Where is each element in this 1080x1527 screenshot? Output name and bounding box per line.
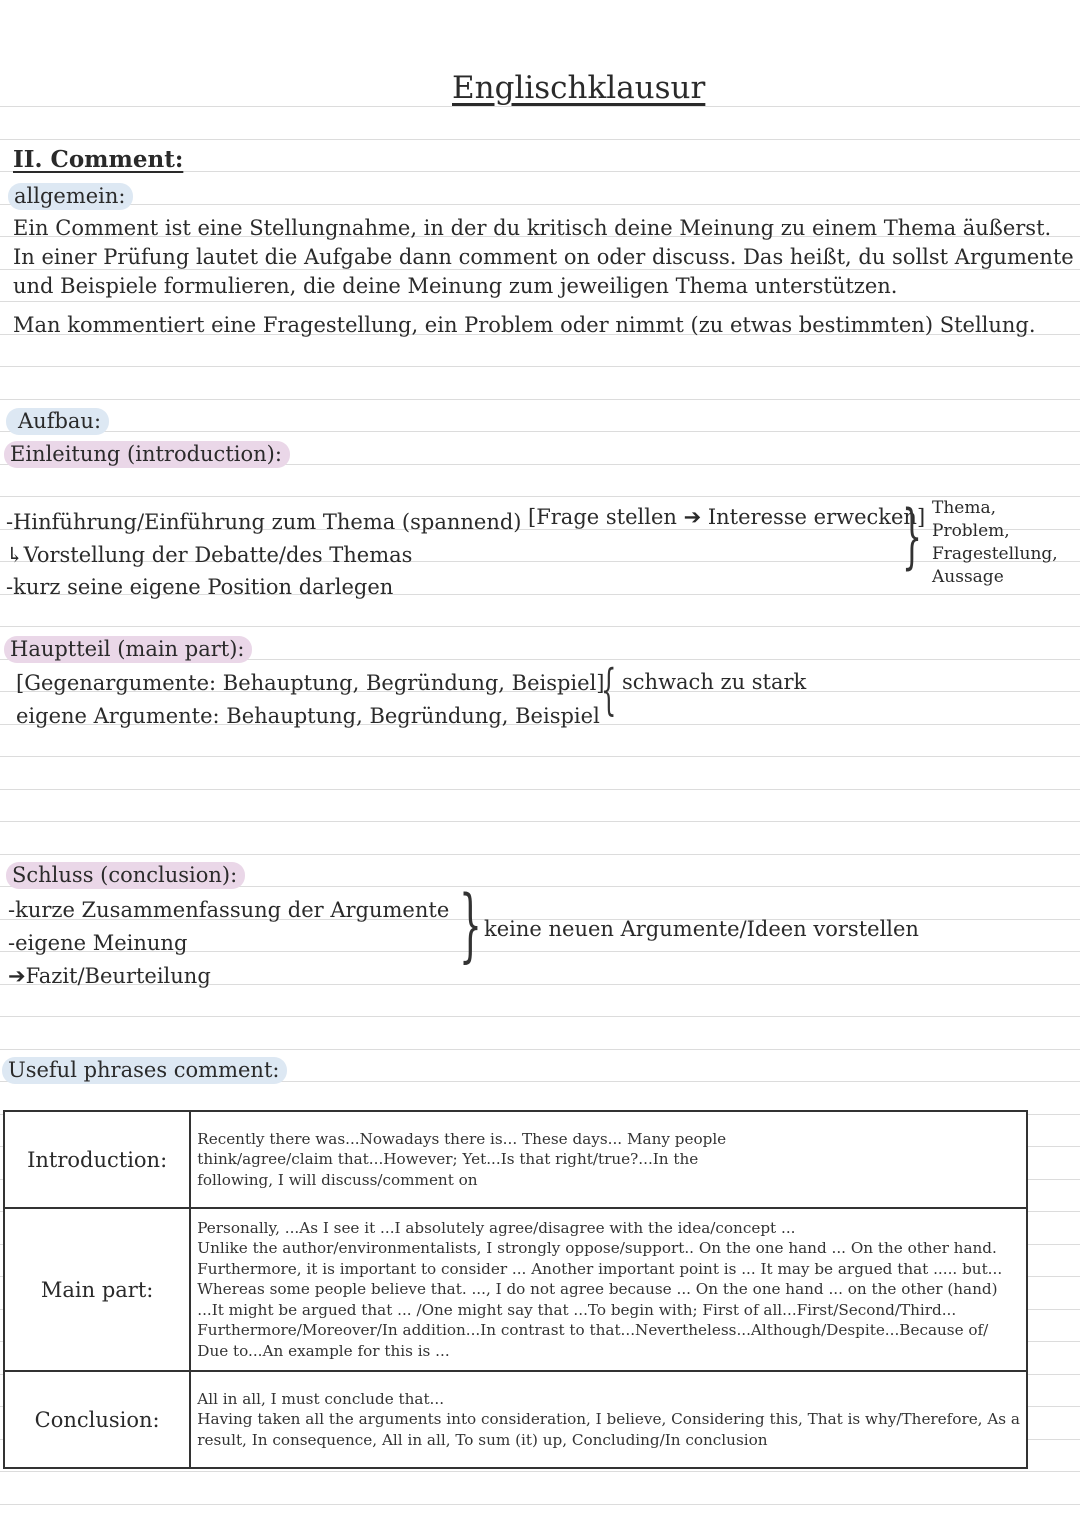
row-content xyxy=(190,1371,1027,1468)
phrases-label: Useful phrases comment: xyxy=(2,1057,287,1084)
row-content xyxy=(190,1208,1027,1371)
general-paragraph-2: Man kommentiert eine Fragestellung, ein Problem oder nimmt (zu etwas bestimmten) Stellung. xyxy=(13,313,1036,337)
table-row xyxy=(4,1371,1027,1468)
conclusion-label-wrap xyxy=(6,861,245,890)
phrase-line: Furthermore/Moreover/In addition...In contrast to that...Nevertheless...Although/Despite...Because of/ xyxy=(197,1321,989,1340)
side-note: Problem, xyxy=(932,521,1010,541)
left-brace-icon: { xyxy=(601,658,617,721)
phrase-line: following, I will discuss/comment on xyxy=(197,1170,478,1189)
right-brace-icon: } xyxy=(902,495,923,577)
intro-line: -kurz seine eigene Position darlegen xyxy=(6,575,394,599)
phrases-label-wrap xyxy=(2,1056,287,1085)
paragraph-line: Ein Comment ist eine Stellungnahme, in der du kritisch deine Meinung zu einem Thema äußerst. xyxy=(13,216,1052,240)
row-label: Conclusion: xyxy=(4,1371,190,1468)
side-note: Aussage xyxy=(932,567,1004,587)
row-label: Main part: xyxy=(4,1208,190,1371)
side-note: Thema, xyxy=(932,498,997,518)
table-row xyxy=(4,1111,1027,1208)
phrase-line: Due to...An example for this is ... xyxy=(197,1341,450,1360)
general-label-wrap xyxy=(8,182,133,211)
page-title: Englischklausur xyxy=(452,70,706,106)
conclusion-line: -kurze Zusammenfassung der Argumente xyxy=(8,898,450,922)
intro-label: Einleitung (introduction): xyxy=(4,441,290,468)
conclusion-brace-icon: } xyxy=(459,878,482,971)
structure-label: Aufbau: xyxy=(6,408,109,435)
main-lines xyxy=(16,667,604,732)
general-paragraph xyxy=(13,214,1074,301)
table-row xyxy=(4,1208,1027,1371)
main-line: [Gegenargumente: Behauptung, Begründung, Beispiel] xyxy=(16,671,605,695)
conclusion-line: ➔Fazit/Beurteilung xyxy=(8,964,211,988)
intro-bracket-note: [Frage stellen ➔ Interesse erwecken] xyxy=(528,505,926,529)
phrase-line: Whereas some people believe that. ..., I do not agree because ... On the one hand ... on the other (hand) xyxy=(197,1280,998,1299)
conclusion-line: -eigene Meinung xyxy=(8,931,188,955)
phrase-line: Recently there was...Nowadays there is... These days... Many people xyxy=(197,1129,727,1148)
intro-label-wrap xyxy=(4,440,290,469)
main-line: eigene Argumente: Behauptung, Begründung, Beispiel xyxy=(16,703,600,728)
phrase-line: think/agree/claim that...However; Yet...Is that right/true?...In the xyxy=(197,1150,699,1169)
main-label-wrap xyxy=(4,635,252,664)
structure-label-wrap xyxy=(6,407,109,436)
paragraph-line: und Beispiele formulieren, die deine Meinung zum jeweiligen Thema unterstützen. xyxy=(13,274,898,298)
intro-line: ↳Vorstellung der Debatte/des Themas xyxy=(6,542,413,567)
conclusion-label: Schluss (conclusion): xyxy=(6,862,245,889)
general-label: allgemein: xyxy=(8,183,133,210)
main-label: Hauptteil (main part): xyxy=(4,636,252,663)
phrase-line: Having taken all the arguments into consideration, I believe, Considering this, That is why/Therefore, As a xyxy=(197,1410,1020,1429)
paragraph-line: In einer Prüfung lautet die Aufgabe dann comment on oder discuss. Das heißt, du sollst Argumente xyxy=(13,245,1074,269)
row-content xyxy=(190,1111,1027,1208)
phrase-line: ...It might be argued that ... /One might say that ...To begin with; First of all...First/Second/Third... xyxy=(197,1300,957,1319)
conclusion-lines xyxy=(8,894,449,993)
main-side-note: schwach zu stark xyxy=(622,670,807,694)
section-heading: II. Comment: xyxy=(13,146,184,173)
phrases-table xyxy=(3,1110,1028,1469)
intro-side-notes xyxy=(932,497,1058,589)
intro-line: -Hinführung/Einführung zum Thema (spannend) xyxy=(6,510,522,534)
side-note: Fragestellung, xyxy=(932,544,1058,564)
intro-lines xyxy=(6,506,522,604)
phrase-line: All in all, I must conclude that... xyxy=(197,1389,445,1408)
phrase-line: result, In consequence, All in all, To sum (it) up, Concluding/In conclusion xyxy=(197,1430,768,1449)
conclusion-side-note: keine neuen Argumente/Ideen vorstellen xyxy=(484,917,919,941)
phrase-line: Furthermore, it is important to consider ... Another important point is ... It may be argued that ..... but... xyxy=(197,1259,1003,1278)
phrase-line: Personally, ...As I see it ...I absolutely agree/disagree with the idea/concept ... xyxy=(197,1218,796,1237)
row-label: Introduction: xyxy=(4,1111,190,1208)
phrase-line: Unlike the author/environmentalists, I strongly oppose/support.. On the one hand ... On the other hand. xyxy=(197,1239,997,1258)
